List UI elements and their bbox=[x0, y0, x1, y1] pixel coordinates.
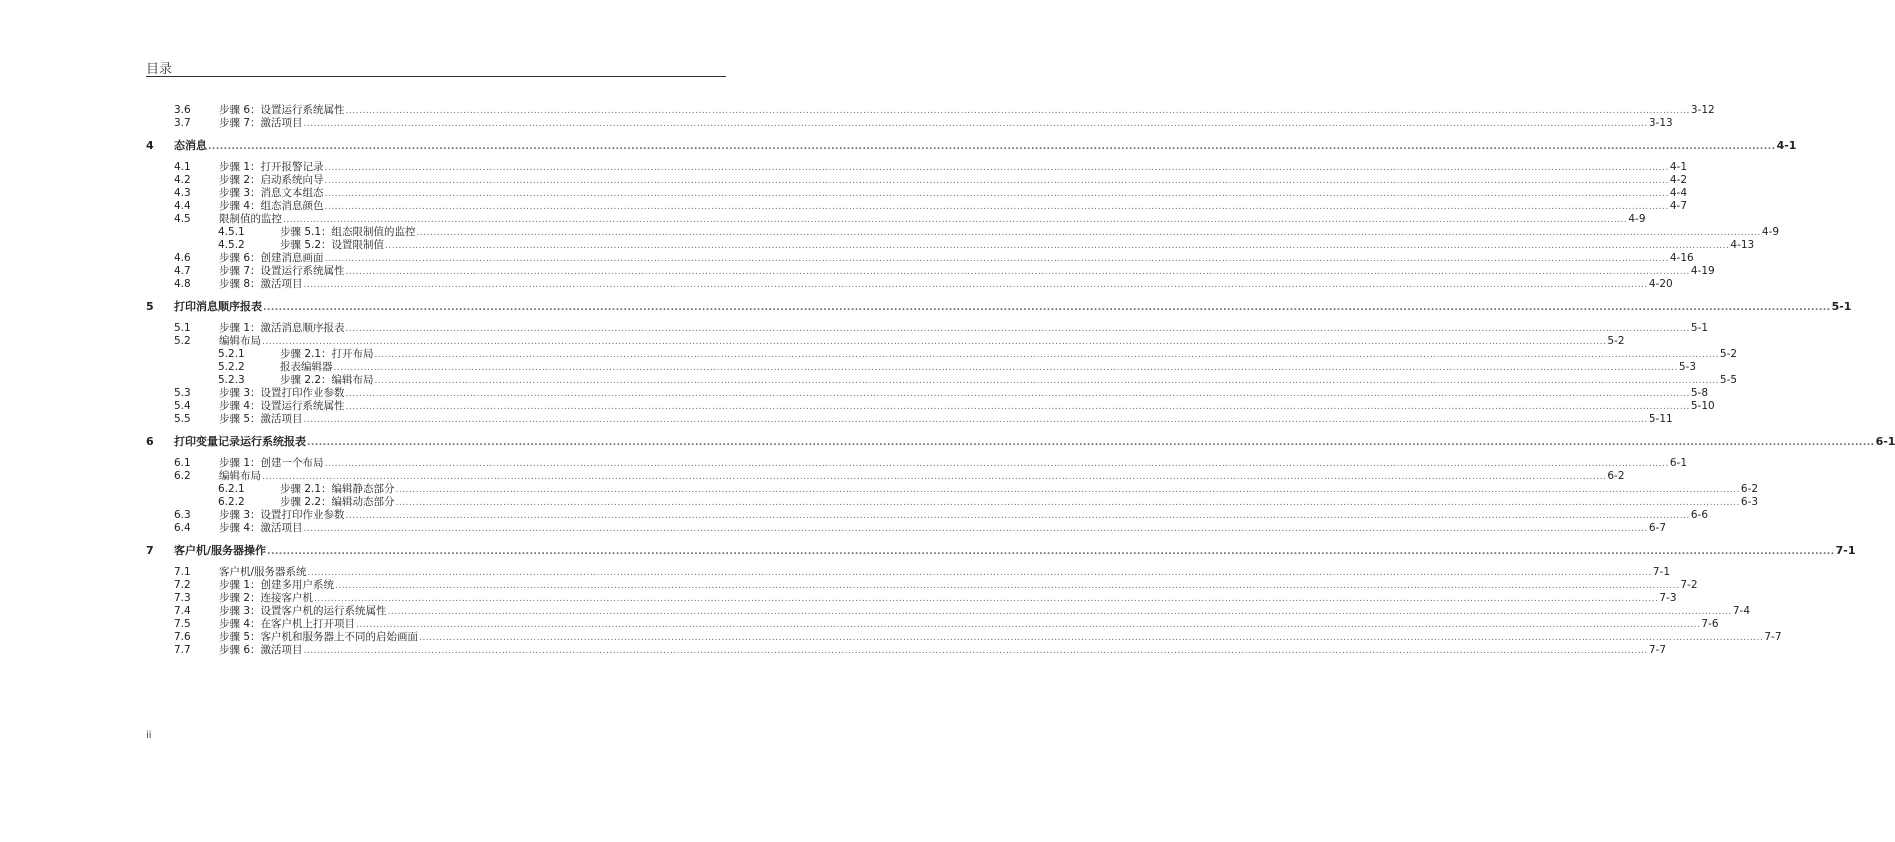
dot-leader: ................................................................................................................................................................................................................................................................................................................................................................................................................ bbox=[262, 337, 1607, 347]
dot-leader: ................................................................................................................................................................................................................................................................................................................................................................................................................ bbox=[345, 511, 1690, 521]
toc-entry-number: 6 bbox=[146, 435, 154, 448]
toc-entry-title: 步骤 7：设置运行系统属性 bbox=[219, 265, 345, 277]
toc-entry-title: 步骤 5：激活项目 bbox=[219, 413, 303, 425]
toc-entry-page: 4-7 bbox=[1669, 200, 1688, 212]
dot-leader: ................................................................................................................................................................................................................................................................................................................................................................................................................ bbox=[324, 163, 1669, 173]
dot-leader: ................................................................................................................................................................................................................................................................................................................................................................................................................ bbox=[267, 547, 1835, 557]
toc-chapter-entry[interactable] bbox=[146, 544, 1856, 558]
toc-entry[interactable] bbox=[146, 509, 1709, 522]
toc-entry-number: 6.1 bbox=[174, 457, 191, 469]
dot-leader: ................................................................................................................................................................................................................................................................................................................................................................................................................ bbox=[324, 254, 1669, 264]
toc-entry-page: 4-1 bbox=[1669, 161, 1688, 173]
toc-entry-page: 5-2 bbox=[1607, 335, 1625, 347]
toc-entry[interactable] bbox=[146, 374, 1738, 387]
dot-leader: ................................................................................................................................................................................................................................................................................................................................................................................................................ bbox=[395, 498, 1740, 508]
toc-entry-title: 步骤 1：激活消息顺序报表 bbox=[219, 322, 345, 334]
toc-entry-number: 5.4 bbox=[174, 400, 191, 412]
toc-entry-page: 6-6 bbox=[1690, 509, 1709, 521]
toc-entry-number: 7.1 bbox=[174, 566, 191, 578]
dot-leader: ................................................................................................................................................................................................................................................................................................................................................................................................................ bbox=[303, 280, 1648, 290]
toc-entry-page: 7-3 bbox=[1659, 592, 1677, 604]
toc-entry-number: 4.3 bbox=[174, 187, 191, 199]
dot-leader: ................................................................................................................................................................................................................................................................................................................................................................................................................ bbox=[208, 142, 1776, 152]
toc-entry-page: 4-4 bbox=[1669, 187, 1688, 199]
toc-entry-page: 7-6 bbox=[1701, 618, 1719, 630]
toc-entry-title: 客户机/服务器系统 bbox=[219, 566, 307, 578]
toc-entry[interactable] bbox=[146, 278, 1673, 291]
toc-entry-title: 打印消息顺序报表 bbox=[174, 300, 262, 313]
toc-entry-number: 6.2 bbox=[174, 470, 191, 482]
toc-entry-page: 6-3 bbox=[1740, 496, 1759, 508]
toc-entry[interactable] bbox=[146, 348, 1738, 361]
toc-entry-title: 步骤 4：激活项目 bbox=[219, 522, 303, 534]
toc-entry-number: 6.2.2 bbox=[218, 496, 245, 508]
page-number: ii bbox=[146, 730, 152, 741]
toc-entry[interactable] bbox=[146, 252, 1694, 265]
toc-chapter-entry[interactable] bbox=[146, 300, 1852, 314]
toc-entry-number: 5.2 bbox=[174, 335, 191, 347]
toc-entry[interactable] bbox=[146, 631, 1782, 644]
dot-leader: ................................................................................................................................................................................................................................................................................................................................................................................................................ bbox=[416, 228, 1761, 238]
toc-entry-number: 4.7 bbox=[174, 265, 191, 277]
toc-entry-page: 7-1 bbox=[1835, 544, 1856, 557]
toc-entry-number: 6.4 bbox=[174, 522, 191, 534]
toc-entry[interactable] bbox=[146, 117, 1673, 130]
dot-leader: ................................................................................................................................................................................................................................................................................................................................................................................................................ bbox=[345, 402, 1690, 412]
toc-entry-number: 7.5 bbox=[174, 618, 191, 630]
toc-entry-number: 4.1 bbox=[174, 161, 191, 173]
dot-leader: ................................................................................................................................................................................................................................................................................................................................................................................................................ bbox=[374, 376, 1719, 386]
toc-entry-page: 5-1 bbox=[1690, 322, 1709, 334]
toc-entry-number: 5.2.3 bbox=[218, 374, 245, 386]
toc-entry-number: 4 bbox=[146, 139, 154, 152]
dot-leader: ................................................................................................................................................................................................................................................................................................................................................................................................................ bbox=[335, 581, 1680, 591]
toc-entry-title: 步骤 2.2：编辑布局 bbox=[280, 374, 374, 386]
toc-entry-number: 7.2 bbox=[174, 579, 191, 591]
toc-entry-title: 步骤 2：连接客户机 bbox=[219, 592, 314, 604]
toc-entry[interactable] bbox=[146, 104, 1715, 117]
table-of-contents bbox=[146, 104, 1895, 657]
toc-entry-number: 5.2.2 bbox=[218, 361, 245, 373]
toc-entry-title: 步骤 2.2：编辑动态部分 bbox=[280, 496, 395, 508]
toc-entry-page: 6-1 bbox=[1875, 435, 1895, 448]
toc-entry-title: 报表编辑器 bbox=[280, 361, 333, 373]
toc-entry-title: 步骤 7：激活项目 bbox=[219, 117, 303, 129]
toc-entry-number: 4.5.2 bbox=[218, 239, 245, 251]
toc-entry-number: 4.5 bbox=[174, 213, 191, 225]
dot-leader: ................................................................................................................................................................................................................................................................................................................................................................................................................ bbox=[333, 363, 1678, 373]
dot-leader: ................................................................................................................................................................................................................................................................................................................................................................................................................ bbox=[345, 106, 1690, 116]
toc-entry-page: 4-2 bbox=[1669, 174, 1688, 186]
toc-entry-page: 5-1 bbox=[1831, 300, 1852, 313]
toc-entry-page: 5-2 bbox=[1719, 348, 1738, 360]
toc-entry-title: 步骤 1：打开报警记录 bbox=[219, 161, 324, 173]
toc-entry-title: 步骤 2.1：编辑静态部分 bbox=[280, 483, 395, 495]
toc-entry-page: 7-1 bbox=[1652, 566, 1671, 578]
dot-leader: ................................................................................................................................................................................................................................................................................................................................................................................................................ bbox=[307, 568, 1652, 578]
toc-entry-number: 7.6 bbox=[174, 631, 191, 643]
dot-leader: ................................................................................................................................................................................................................................................................................................................................................................................................................ bbox=[303, 119, 1648, 129]
dot-leader: ................................................................................................................................................................................................................................................................................................................................................................................................................ bbox=[262, 472, 1607, 482]
toc-entry-page: 7-7 bbox=[1648, 644, 1667, 656]
dot-leader: ................................................................................................................................................................................................................................................................................................................................................................................................................ bbox=[345, 324, 1690, 334]
toc-entry-page: 5-3 bbox=[1678, 361, 1696, 373]
toc-entry-page: 4-9 bbox=[1761, 226, 1780, 238]
dot-leader: ................................................................................................................................................................................................................................................................................................................................................................................................................ bbox=[314, 594, 1659, 604]
toc-entry-number: 7.3 bbox=[174, 592, 191, 604]
dot-leader: ................................................................................................................................................................................................................................................................................................................................................................................................................ bbox=[324, 459, 1669, 469]
toc-entry-number: 7.7 bbox=[174, 644, 191, 656]
toc-entry-page: 4-13 bbox=[1730, 239, 1755, 251]
toc-entry-page: 6-2 bbox=[1607, 470, 1625, 482]
toc-entry-number: 7.4 bbox=[174, 605, 191, 617]
toc-entry-number: 5.2.1 bbox=[218, 348, 245, 360]
toc-entry-number: 5.1 bbox=[174, 322, 191, 334]
dot-leader: ................................................................................................................................................................................................................................................................................................................................................................................................................ bbox=[303, 415, 1648, 425]
toc-entry-page: 5-10 bbox=[1690, 400, 1715, 412]
toc-entry-number: 4.4 bbox=[174, 200, 191, 212]
toc-entry-page: 7-2 bbox=[1680, 579, 1698, 591]
toc-entry-page: 4-16 bbox=[1669, 252, 1694, 264]
toc-entry[interactable] bbox=[146, 361, 1696, 374]
toc-entry[interactable] bbox=[146, 413, 1673, 426]
dot-leader: ................................................................................................................................................................................................................................................................................................................................................................................................................ bbox=[303, 524, 1648, 534]
toc-entry[interactable] bbox=[146, 457, 1688, 470]
toc-entry-title: 步骤 4：设置运行系统属性 bbox=[219, 400, 345, 412]
dot-leader: ................................................................................................................................................................................................................................................................................................................................................................................................................ bbox=[324, 202, 1669, 212]
toc-entry-number: 4.2 bbox=[174, 174, 191, 186]
dot-leader: ................................................................................................................................................................................................................................................................................................................................................................................................................ bbox=[419, 633, 1764, 643]
toc-entry-title: 步骤 4：组态消息颜色 bbox=[219, 200, 324, 212]
toc-entry-title: 步骤 1：创建多用户系统 bbox=[219, 579, 335, 591]
toc-entry-page: 4-1 bbox=[1776, 139, 1797, 152]
toc-entry-title: 步骤 3：设置打印作业参数 bbox=[219, 387, 345, 399]
toc-entry-title: 步骤 5：客户机和服务器上不同的启始画面 bbox=[219, 631, 419, 643]
toc-entry[interactable] bbox=[146, 605, 1751, 618]
toc-entry[interactable] bbox=[146, 174, 1688, 187]
toc-entry-page: 6-7 bbox=[1648, 522, 1667, 534]
toc-chapter-entry[interactable] bbox=[146, 139, 1797, 153]
toc-entry-title: 打印变量记录运行系统报表 bbox=[174, 435, 306, 448]
toc-entry[interactable] bbox=[146, 522, 1667, 535]
toc-entry-number: 5.5 bbox=[174, 413, 191, 425]
toc-entry-title: 限制值的监控 bbox=[219, 213, 282, 225]
toc-entry-number: 5 bbox=[146, 300, 154, 313]
dot-leader: ................................................................................................................................................................................................................................................................................................................................................................................................................ bbox=[283, 215, 1628, 225]
toc-entry-title: 步骤 4：在客户机上打开项目 bbox=[219, 618, 356, 630]
dot-leader: ................................................................................................................................................................................................................................................................................................................................................................................................................ bbox=[324, 176, 1669, 186]
toc-entry-page: 5-11 bbox=[1648, 413, 1673, 425]
toc-entry-title: 步骤 6：创建消息画面 bbox=[219, 252, 324, 264]
toc-entry[interactable] bbox=[146, 618, 1719, 631]
toc-entry[interactable] bbox=[146, 213, 1646, 226]
toc-entry-number: 4.8 bbox=[174, 278, 191, 290]
toc-entry-title: 客户机/服务器操作 bbox=[174, 544, 267, 557]
page-header-title: 目录 bbox=[146, 62, 173, 77]
toc-entry[interactable] bbox=[146, 644, 1667, 657]
toc-entry-number: 4.6 bbox=[174, 252, 191, 264]
toc-entry-title: 步骤 3：设置打印作业参数 bbox=[219, 509, 345, 521]
toc-entry-page: 7-7 bbox=[1764, 631, 1782, 643]
toc-entry-number: 5.3 bbox=[174, 387, 191, 399]
toc-entry-title: 步骤 3：设置客户机的运行系统属性 bbox=[219, 605, 387, 617]
toc-entry-title: 步骤 3：消息文本组态 bbox=[219, 187, 324, 199]
toc-entry[interactable] bbox=[146, 483, 1759, 496]
toc-entry-title: 步骤 6：设置运行系统属性 bbox=[219, 104, 345, 116]
toc-entry[interactable] bbox=[146, 322, 1709, 335]
dot-leader: ................................................................................................................................................................................................................................................................................................................................................................................................................ bbox=[345, 389, 1690, 399]
toc-entry-title: 步骤 5.2：设置限制值 bbox=[280, 239, 385, 251]
toc-entry-number: 3.6 bbox=[174, 104, 191, 116]
toc-entry-title: 步骤 5.1：组态限制值的监控 bbox=[280, 226, 416, 238]
dot-leader: ................................................................................................................................................................................................................................................................................................................................................................................................................ bbox=[307, 438, 1875, 448]
toc-entry-page: 3-13 bbox=[1648, 117, 1673, 129]
toc-entry[interactable] bbox=[146, 579, 1698, 592]
toc-entry-title: 步骤 8：激活项目 bbox=[219, 278, 303, 290]
toc-entry-page: 3-12 bbox=[1690, 104, 1715, 116]
toc-entry-number: 3.7 bbox=[174, 117, 191, 129]
toc-entry-title: 步骤 2：启动系统向导 bbox=[219, 174, 324, 186]
toc-entry[interactable] bbox=[146, 335, 1625, 348]
toc-entry-page: 4-9 bbox=[1628, 213, 1646, 225]
toc-entry[interactable] bbox=[146, 187, 1688, 200]
toc-entry-page: 6-2 bbox=[1740, 483, 1759, 495]
toc-entry[interactable] bbox=[146, 387, 1709, 400]
toc-entry[interactable] bbox=[146, 566, 1671, 579]
toc-entry[interactable] bbox=[146, 470, 1625, 483]
toc-entry-page: 7-4 bbox=[1732, 605, 1751, 617]
dot-leader: ................................................................................................................................................................................................................................................................................................................................................................................................................ bbox=[356, 620, 1701, 630]
toc-entry-title: 编辑布局 bbox=[219, 470, 261, 482]
toc-entry-title: 步骤 1：创建一个布局 bbox=[219, 457, 324, 469]
toc-entry-number: 4.5.1 bbox=[218, 226, 245, 238]
toc-entry-page: 5-5 bbox=[1719, 374, 1738, 386]
dot-leader: ................................................................................................................................................................................................................................................................................................................................................................................................................ bbox=[387, 607, 1732, 617]
header-rule bbox=[146, 76, 726, 77]
toc-entry[interactable] bbox=[146, 265, 1715, 278]
toc-entry[interactable] bbox=[146, 226, 1780, 239]
toc-entry[interactable] bbox=[146, 239, 1755, 252]
toc-entry-page: 5-8 bbox=[1690, 387, 1709, 399]
toc-entry[interactable] bbox=[146, 592, 1677, 605]
dot-leader: ................................................................................................................................................................................................................................................................................................................................................................................................................ bbox=[324, 189, 1669, 199]
toc-entry-title: 编辑布局 bbox=[219, 335, 261, 347]
toc-chapter-entry[interactable] bbox=[146, 435, 1895, 449]
toc-entry-page: 4-20 bbox=[1648, 278, 1673, 290]
dot-leader: ................................................................................................................................................................................................................................................................................................................................................................................................................ bbox=[395, 485, 1740, 495]
toc-entry-number: 6.3 bbox=[174, 509, 191, 521]
toc-entry-title: 步骤 2.1：打开布局 bbox=[280, 348, 374, 360]
toc-entry-title: 态消息 bbox=[174, 139, 207, 152]
dot-leader: ................................................................................................................................................................................................................................................................................................................................................................................................................ bbox=[263, 303, 1831, 313]
toc-entry-page: 4-19 bbox=[1690, 265, 1715, 277]
toc-entry[interactable] bbox=[146, 161, 1688, 174]
toc-entry-page: 6-1 bbox=[1669, 457, 1688, 469]
toc-entry[interactable] bbox=[146, 496, 1759, 509]
toc-entry[interactable] bbox=[146, 200, 1688, 213]
toc-entry-number: 7 bbox=[146, 544, 154, 557]
dot-leader: ................................................................................................................................................................................................................................................................................................................................................................................................................ bbox=[385, 241, 1730, 251]
dot-leader: ................................................................................................................................................................................................................................................................................................................................................................................................................ bbox=[374, 350, 1719, 360]
dot-leader: ................................................................................................................................................................................................................................................................................................................................................................................................................ bbox=[345, 267, 1690, 277]
toc-entry-number: 6.2.1 bbox=[218, 483, 245, 495]
dot-leader: ................................................................................................................................................................................................................................................................................................................................................................................................................ bbox=[303, 646, 1648, 656]
toc-entry[interactable] bbox=[146, 400, 1715, 413]
toc-entry-title: 步骤 6：激活项目 bbox=[219, 644, 303, 656]
